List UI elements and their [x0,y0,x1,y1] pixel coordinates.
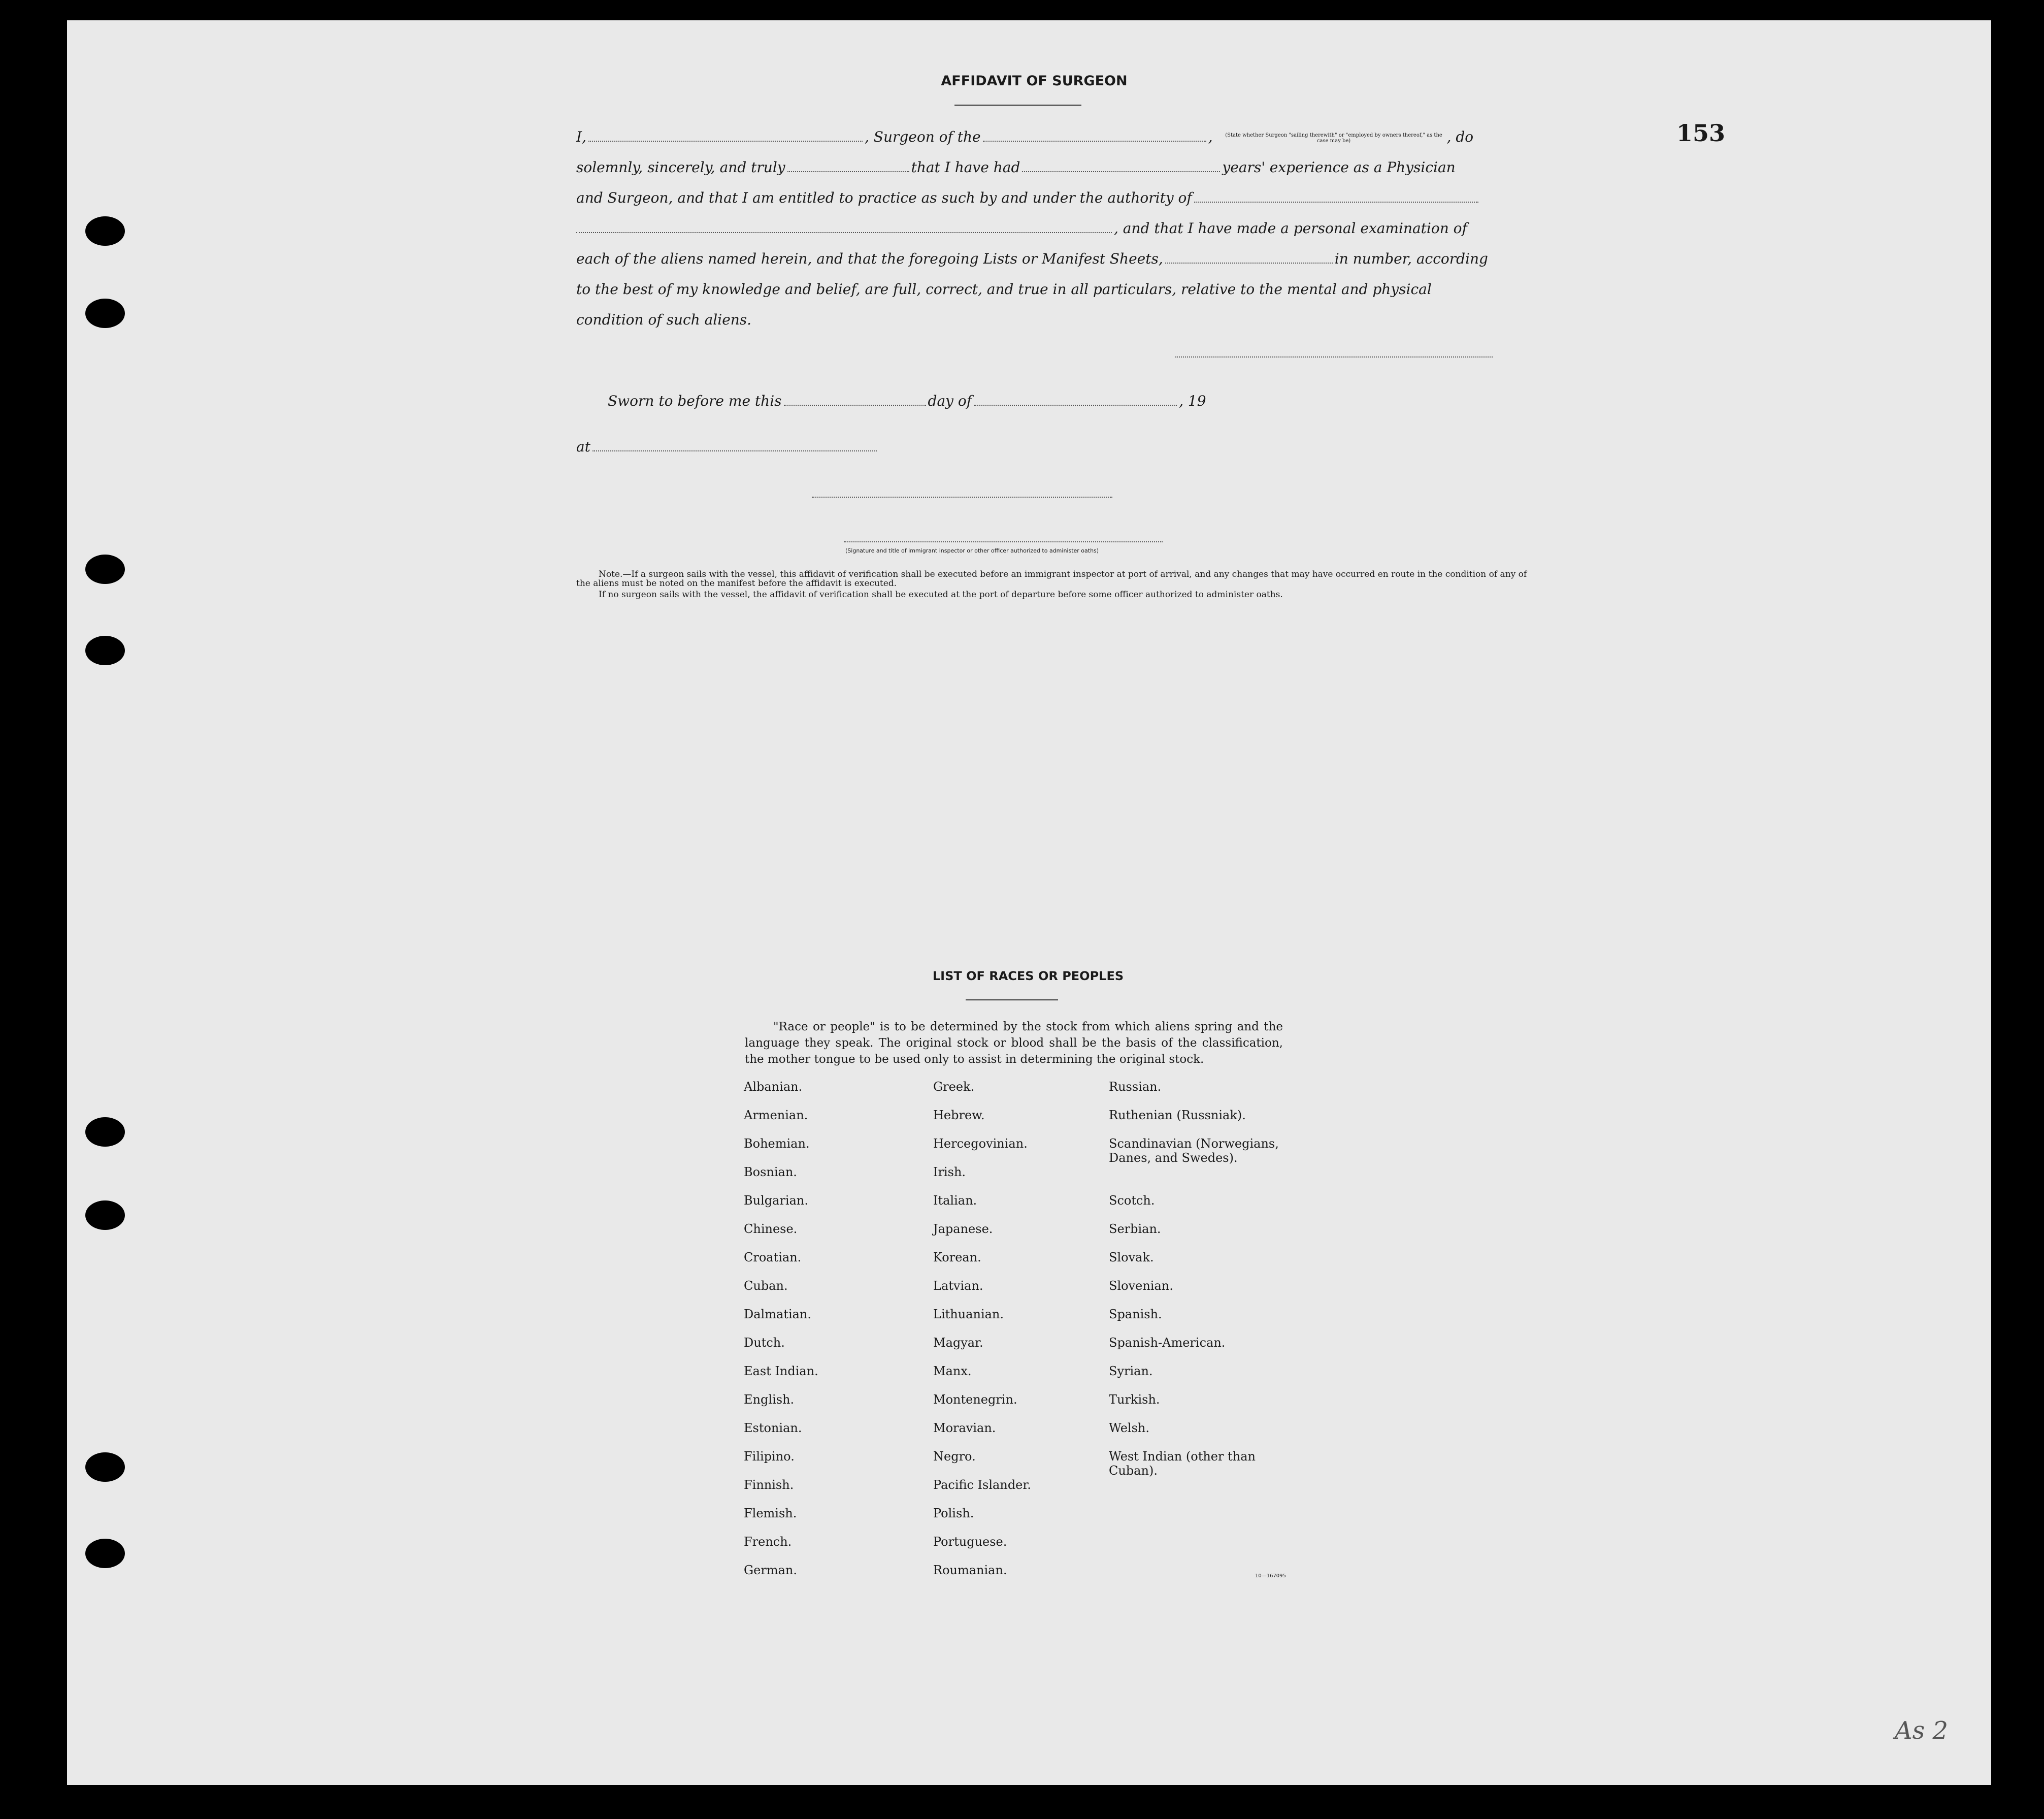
race-item: French. [744,1535,792,1549]
race-item: Welsh. [1109,1421,1149,1435]
officer-signature-line[interactable] [812,497,1112,498]
race-item: West Indian (other than Cuban). [1109,1449,1256,1478]
race-item: German. [744,1563,797,1577]
race-item: East Indian. [744,1364,818,1378]
race-item: Slovenian. [1109,1279,1173,1293]
note-paragraph-2: If no surgeon sails with the vessel, the affidavit of verification shall be executed at the port of departure before some officer authorized to administer oaths. [599,590,1283,600]
races-title-underline [966,999,1058,1000]
sworn-text: , 19 [1179,393,1206,409]
race-item: Albanian. [744,1080,803,1094]
margin-handwriting: As 2 [1895,1716,1949,1745]
day-blank[interactable] [784,404,926,406]
race-item: Bosnian. [744,1165,797,1179]
races-title: LIST OF RACES OR PEOPLES [932,969,1124,983]
race-item: Bulgarian. [744,1193,808,1208]
race-item: Latvian. [933,1279,983,1293]
officer-title-line[interactable] [844,541,1163,542]
punch-hole [85,1117,125,1147]
race-item: Greek. [933,1080,975,1094]
race-item: Polish. [933,1506,974,1520]
surgeon-name-blank[interactable] [588,140,863,142]
race-item: Filipino. [744,1449,795,1464]
affidavit-text: each of the aliens named herein, and that the foregoing Lists or Manifest Sheets, [576,250,1163,267]
note-paragraph-1: Note.—If a surgeon sails with the vessel, this affidavit of verification shall be executed before an immigrant inspector at port of arrival, and any changes that may have occurred en route in the condition of any of the aliens must be noted on the manifest before the affidavit is executed. [576,569,1527,589]
years-blank[interactable] [1022,170,1220,172]
race-item: Dalmatian. [744,1307,812,1321]
affidavit-line-7 [576,311,751,329]
affidavit-text: , Surgeon of the [864,128,981,145]
race-item: Lithuanian. [933,1307,1004,1321]
authority-blank[interactable] [1194,201,1478,203]
race-item: Scotch. [1109,1193,1155,1208]
affidavit-text: I, [576,128,586,145]
race-item: Hebrew. [933,1108,985,1122]
race-item: Pacific Islander. [933,1478,1031,1492]
race-item: Portuguese. [933,1535,1007,1549]
race-item: Ruthenian (Russniak). [1109,1108,1246,1122]
affidavit-text: years' experience as a Physician [1222,159,1456,176]
race-item: Syrian. [1109,1364,1153,1378]
affidavit-title: AFFIDAVIT OF SURGEON [941,73,1128,89]
at-line [576,438,879,456]
vessel-name-blank[interactable] [983,140,1206,142]
surgeon-status-instruction: (State whether Surgeon "sailing therewith" or "employed by owners thereof," as the case may be) [1225,132,1442,144]
signature-caption: (Signature and title of immigrant inspector or other officer authorized to administer oaths) [845,547,1099,554]
affidavit-line-3 [576,189,1480,207]
race-item: Negro. [933,1449,976,1464]
form-code: 10—167095 [1255,1573,1286,1579]
at-text: at [576,438,590,455]
race-item: Manx. [933,1364,972,1378]
race-item: Flemish. [744,1506,797,1520]
affidavit-text: that I have had [911,159,1020,176]
sworn-line [576,392,1206,410]
race-item: Croatian. [744,1250,802,1264]
race-item: Irish. [933,1165,966,1179]
race-item: Russian. [1109,1080,1162,1094]
affidavit-text: to the best of my knowledge and belief, are full, correct, and true in all particulars, relative to the mental and physical [576,281,1432,298]
affidavit-text: solemnly, sincerely, and truly [576,159,785,176]
affidavit-text: , do [1446,128,1474,145]
race-item: Italian. [933,1193,977,1208]
race-item: Spanish. [1109,1307,1162,1321]
affidavit-text: , and that I have made a personal examination of [1114,220,1467,237]
race-item: Cuban. [744,1279,788,1293]
races-column-3 [1109,1080,1312,1478]
race-item: Hercegovinian. [933,1136,1028,1151]
punch-hole [85,1452,125,1482]
oath-type-blank[interactable] [787,170,909,172]
race-item: Moravian. [933,1421,996,1435]
race-item: Roumanian. [933,1563,1007,1577]
race-item: Slovak. [1109,1250,1154,1264]
affidavit-text: and Surgeon, and that I am entitled to practice as such by and under the authority of [576,189,1192,206]
punch-hole [85,216,125,246]
affidavit-text: , [1208,128,1213,145]
race-item: Dutch. [744,1336,785,1350]
authority-continued-blank[interactable] [576,231,1112,233]
race-item: Japanese. [933,1222,993,1236]
race-item: Scandinavian (Norwegians, Danes, and Swedes). [1109,1136,1279,1165]
affidavit-line-2 [576,158,1456,177]
affidavit-line-4 [576,219,1467,238]
punch-hole [85,555,125,584]
race-item: English. [744,1392,795,1407]
race-item: Korean. [933,1250,981,1264]
affidavit-line-6 [576,280,1432,299]
races-intro: "Race or people" is to be determined by the stock from which aliens spring and the language they speak. The original stock or blood shall be the basis of the classification, the mother tongue to be used only to assist in determining the original stock. [745,1020,1283,1066]
races-column-1 [744,1080,916,1591]
sheet-count-blank[interactable] [1165,262,1333,264]
race-item: Bohemian. [744,1136,810,1151]
punch-hole [85,1200,125,1230]
race-item [1109,1165,1312,1193]
race-item: Turkish. [1109,1392,1160,1407]
race-item: Estonian. [744,1421,802,1435]
affidavit-line-5 [576,250,1488,268]
surgeon-signature-line[interactable] [1175,356,1493,358]
race-item: Serbian. [1109,1222,1161,1236]
race-item: Chinese. [744,1222,798,1236]
affidavit-text: condition of such aliens. [576,311,752,328]
affidavit-line-1 [576,128,1473,146]
affidavit-text: in number, according [1334,250,1488,267]
page-number: 153 [1676,119,1726,147]
document-page [67,20,1991,1785]
race-item: Finnish. [744,1478,794,1492]
race-item: Spanish-American. [1109,1336,1226,1350]
race-item: Armenian. [744,1108,808,1122]
punch-hole [85,1539,125,1568]
place-blank[interactable] [592,449,877,451]
sworn-text: day of [928,393,972,409]
month-blank[interactable] [974,404,1177,406]
punch-hole [85,636,125,665]
race-item: Magyar. [933,1336,983,1350]
race-item: Montenegrin. [933,1392,1017,1407]
title-underline [954,105,1081,106]
races-column-2 [933,1080,1106,1591]
sworn-text: Sworn to before me this [608,393,782,409]
punch-hole [85,299,125,328]
